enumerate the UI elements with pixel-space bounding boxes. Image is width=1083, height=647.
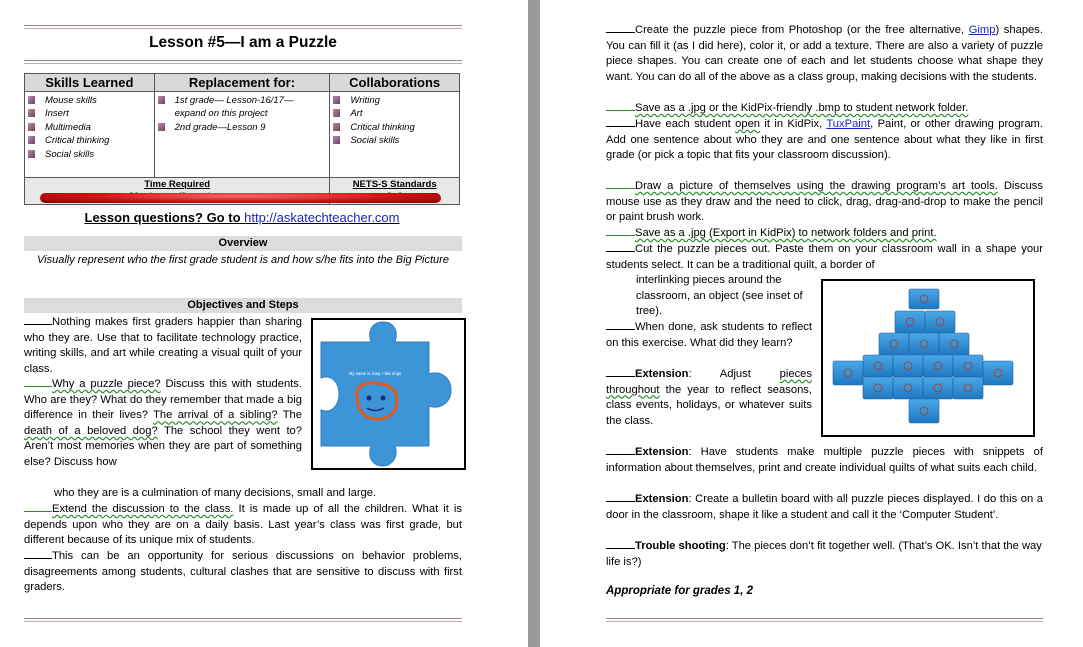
header-collaborations: Collaborations	[330, 74, 460, 92]
bullet-icon	[333, 123, 340, 131]
title-rule	[24, 60, 462, 64]
replacement-item: expand on this project	[174, 108, 268, 120]
puzzle-tree-illustration	[823, 281, 1033, 435]
top-rule	[24, 25, 462, 29]
skill-item: Social skills	[39, 148, 151, 161]
bullet-icon	[158, 123, 165, 131]
bullet-icon	[158, 96, 165, 104]
bullet-icon	[333, 96, 340, 104]
skill-item: Mouse skills	[39, 94, 151, 107]
bullet-icon	[333, 136, 340, 144]
bullet-icon	[28, 96, 35, 104]
bullet-icon	[28, 123, 35, 131]
collab-item: Social skills	[344, 134, 456, 147]
step-reflect: When done, ask students to reflect on this exercise. What did they learn?	[606, 321, 812, 349]
tuxpaint-link[interactable]: TuxPaint	[826, 118, 871, 130]
gimp-link[interactable]: Gimp	[968, 24, 996, 36]
paragraph-opportunity: This can be an opportunity for serious discussions on behavior problems, disagreements among students, cultural clashes that are sensitive to discuss with first graders.	[24, 550, 462, 594]
step-extension-bulletin: Extension: Create a bulletin board with all puzzle pieces displayed. I do this on a door in the classroom, shape it like a student and call it the ‘Computer Student’.	[606, 493, 1043, 521]
header-replacement: Replacement for:	[154, 74, 330, 92]
step-extension-seasons: Extension: Adjust pieces throughout the year to reflect seasons, class events, holidays, or whatever suits the class.	[606, 368, 812, 427]
skill-item: Insert	[39, 107, 151, 120]
skills-table	[24, 73, 460, 205]
replacement-item: 1st grade— Lesson-16/17—	[169, 94, 327, 107]
step-open-kidpix: Have each student open it in KidPix, TuxPaint, Paint, or other drawing program. Add one sentence about who they are and one sentence about what they like in first grade (or pick a topic that fits your classroom discussion).	[606, 118, 1043, 162]
overview-text: Visually represent who the first grade student is and how s/he fits into the Big Picture	[37, 254, 449, 266]
bottom-rule-right	[606, 618, 1043, 622]
paragraph-culmination: who they are is a culmination of many decisions, small and large.	[54, 487, 377, 499]
overview-heading: Overview	[24, 236, 462, 251]
collab-item: Art	[344, 107, 456, 120]
right-page	[540, 0, 1083, 647]
bullet-icon	[28, 150, 35, 158]
puzzle-piece-illustration	[313, 320, 464, 468]
lesson-questions-line: Lesson questions? Go to http://askatechteacher.com	[84, 210, 400, 225]
time-required-label: Time Required	[144, 179, 211, 190]
bullet-icon	[28, 109, 35, 117]
step-cut-pieces: Cut the puzzle pieces out. Paste them on your classroom wall in a shape your students select. It can be a traditional quilt, a border of	[606, 243, 1043, 271]
puzzle-caption: My name is Joey. I like dogs	[348, 371, 402, 376]
decorative-red-bar	[40, 193, 441, 203]
page-gutter	[528, 0, 540, 647]
collab-item: Critical thinking	[344, 121, 456, 134]
bullet-icon	[28, 136, 35, 144]
header-skills: Skills Learned	[25, 74, 155, 92]
nets-label: NETS-S Standards	[352, 179, 437, 190]
step-draw-picture: Draw a picture of themselves using the drawing program’s art tools. Discuss mouse use as they draw and the need to click, drag, drag-and-drop to make the pencil or paint brush work.	[606, 180, 1043, 224]
step-create-puzzle: Create the puzzle piece from Photoshop (or the free alternative, Gimp) shapes. You can fill it (as I did here), color it, or add a texture. There are also a variety of puzzle piece shapes. You can create one of each and let students choose what shape they want. You can do all of the above as a class group, making decisions with the students.	[606, 24, 1043, 83]
appropriate-grades: Appropriate for grades 1, 2	[606, 585, 753, 597]
objectives-heading: Objectives and Steps	[24, 298, 462, 313]
step-save-jpg: Save as a .jpg or the KidPix-friendly .bmp to student network folder.	[606, 101, 1043, 117]
collaborations-cell	[330, 92, 460, 178]
step-trouble-shooting: Trouble shooting: The pieces don’t fit together well. (That’s OK. Isn’t that the way life is?)	[606, 540, 1042, 568]
puzzle-piece-image	[311, 318, 466, 470]
bullet-icon	[333, 109, 340, 117]
bottom-rule	[24, 618, 462, 622]
step-extension-multiple: Extension: Have students make multiple puzzle pieces with snippets of information about themselves, print and create individual quilts of what suits each child.	[606, 446, 1043, 474]
replacement-item: 2nd grade—Lesson 9	[169, 121, 327, 134]
lesson-title: Lesson #5—I am a Puzzle	[149, 34, 337, 51]
left-page	[0, 0, 528, 647]
replacement-cell	[154, 92, 330, 178]
paragraph-why-puzzle: Why a puzzle piece? Discuss this with students. Who are they? What do they remember that made a big difference in their lives? The arrival of a sibling? The death of a beloved dog? The school they went to? Aren’t most memories when they are part of something else? Discuss how	[24, 378, 303, 468]
askatechteacher-link[interactable]: http://askatechteacher.com	[244, 210, 400, 225]
paragraph-first-graders: Nothing makes first graders happier than sharing who they are. Use that to facilitate technology practice, writing skills, and art while creating a visual quilt of your class.	[24, 316, 302, 375]
step-cut-pieces-cont: interlinking pieces around the classroom, an object (see inset of tree).	[636, 274, 803, 318]
skill-item: Critical thinking	[39, 134, 151, 147]
paragraph-extend-discussion: Extend the discussion to the class. It is made up of all the children. What it is depends upon who they are on a daily basis. Last year’s class was first grade, but different because of its unique mix of students.	[24, 503, 463, 547]
collab-item: Writing	[344, 94, 456, 107]
skills-cell	[25, 92, 155, 178]
skill-item: Multimedia	[39, 121, 151, 134]
step-save-export: Save as a .jpg (Export in KidPix) to network folders and print.	[606, 226, 1043, 242]
puzzle-tree-image	[821, 279, 1035, 437]
